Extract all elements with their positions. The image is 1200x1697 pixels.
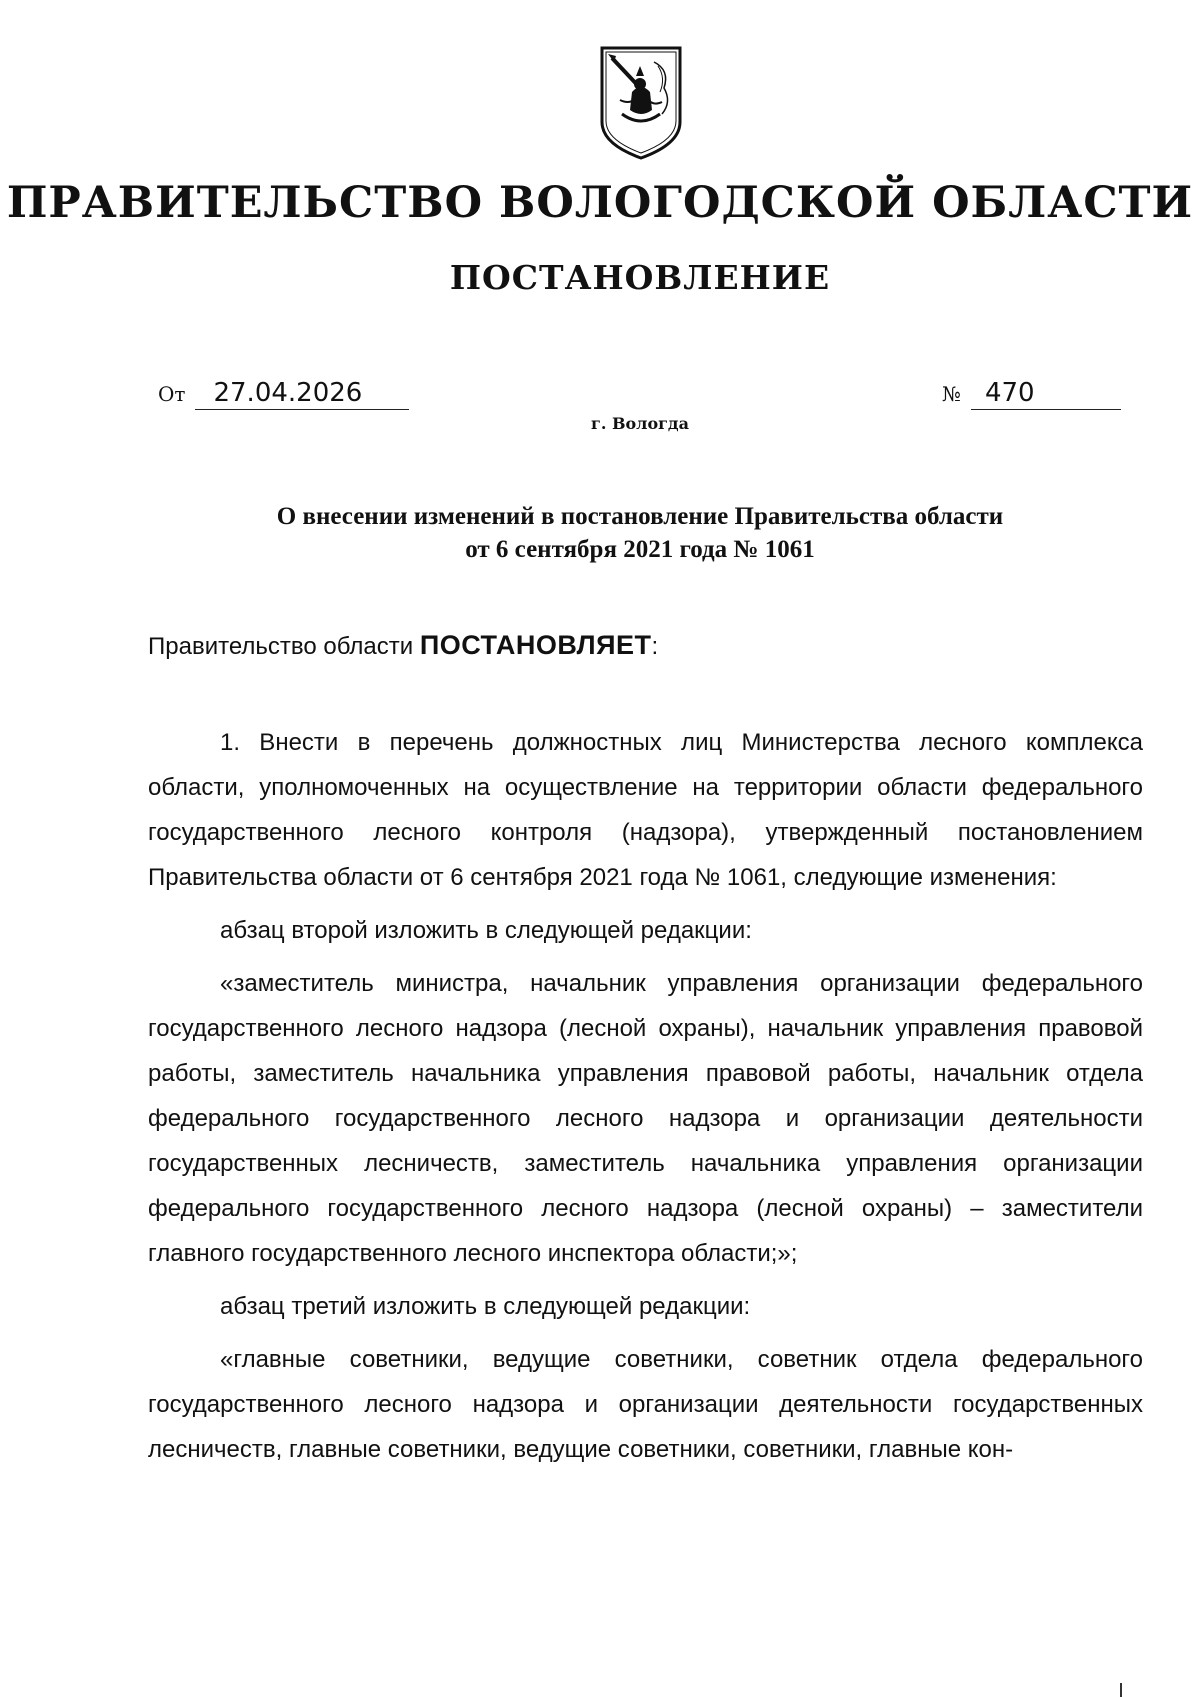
document-body [148, 720, 1143, 1480]
document-number [942, 378, 1121, 410]
intro-verb: ПОСТАНОВЛЯЕТ [419, 630, 652, 660]
paragraph: 1. Внести в перечень должностных лиц Министерства лесного комплекса области, уполномоченных на осуществление на территории области федерального государственного лесного контроля (надзора), утвержденный постановлением Правительства области от 6 сентября 2021 года № 1061, следующие изменения: [148, 729, 1143, 891]
date-label: От [158, 382, 186, 406]
page-edge-mark [1120, 1683, 1122, 1697]
number-value: 470 [971, 379, 1121, 410]
intro-statement [148, 630, 658, 661]
coat-of-arms-icon [598, 44, 684, 162]
number-label: № [942, 382, 961, 406]
date-value: 27.04.2026 [195, 379, 409, 410]
subject-line-2: от 6 сентября 2021 года № 1061 [465, 536, 815, 563]
document-type: ПОСТАНОВЛЕНИЕ [449, 258, 831, 297]
organization-title: ПРАВИТЕЛЬСТВО ВОЛОГОДСКОЙ ОБЛАСТИ [6, 178, 1194, 228]
intro-suffix: : [651, 633, 659, 660]
document-subject [0, 500, 1200, 566]
document-date [158, 378, 409, 410]
paragraph: абзац второй изложить в следующей редакции: [220, 917, 752, 944]
city: г. Вологда [591, 414, 689, 433]
paragraph: абзац третий изложить в следующей редакции: [220, 1293, 751, 1320]
paragraph: «главные советники, ведущие советники, советник отдела федерального государственного лесного надзора и организации деятельности государственных лесничеств, главные советники, ведущие советники, советники, главные кон- [148, 1346, 1143, 1463]
subject-line-1: О внесении изменений в постановление Правительства области [276, 503, 1004, 530]
paragraph: «заместитель министра, начальник управления организации федерального государственного лесного надзора (лесной охраны), начальник управления правовой работы, заместитель начальника управления правовой работы, начальник отдела федерального государственного лесного надзора и организации деятельности государственных лесничеств, заместитель начальника управления организации федерального государственного лесного надзора (лесной охраны) – заместители главного государственного лесного инспектора области;»; [148, 970, 1143, 1267]
intro-prefix: Правительство области [148, 633, 414, 660]
